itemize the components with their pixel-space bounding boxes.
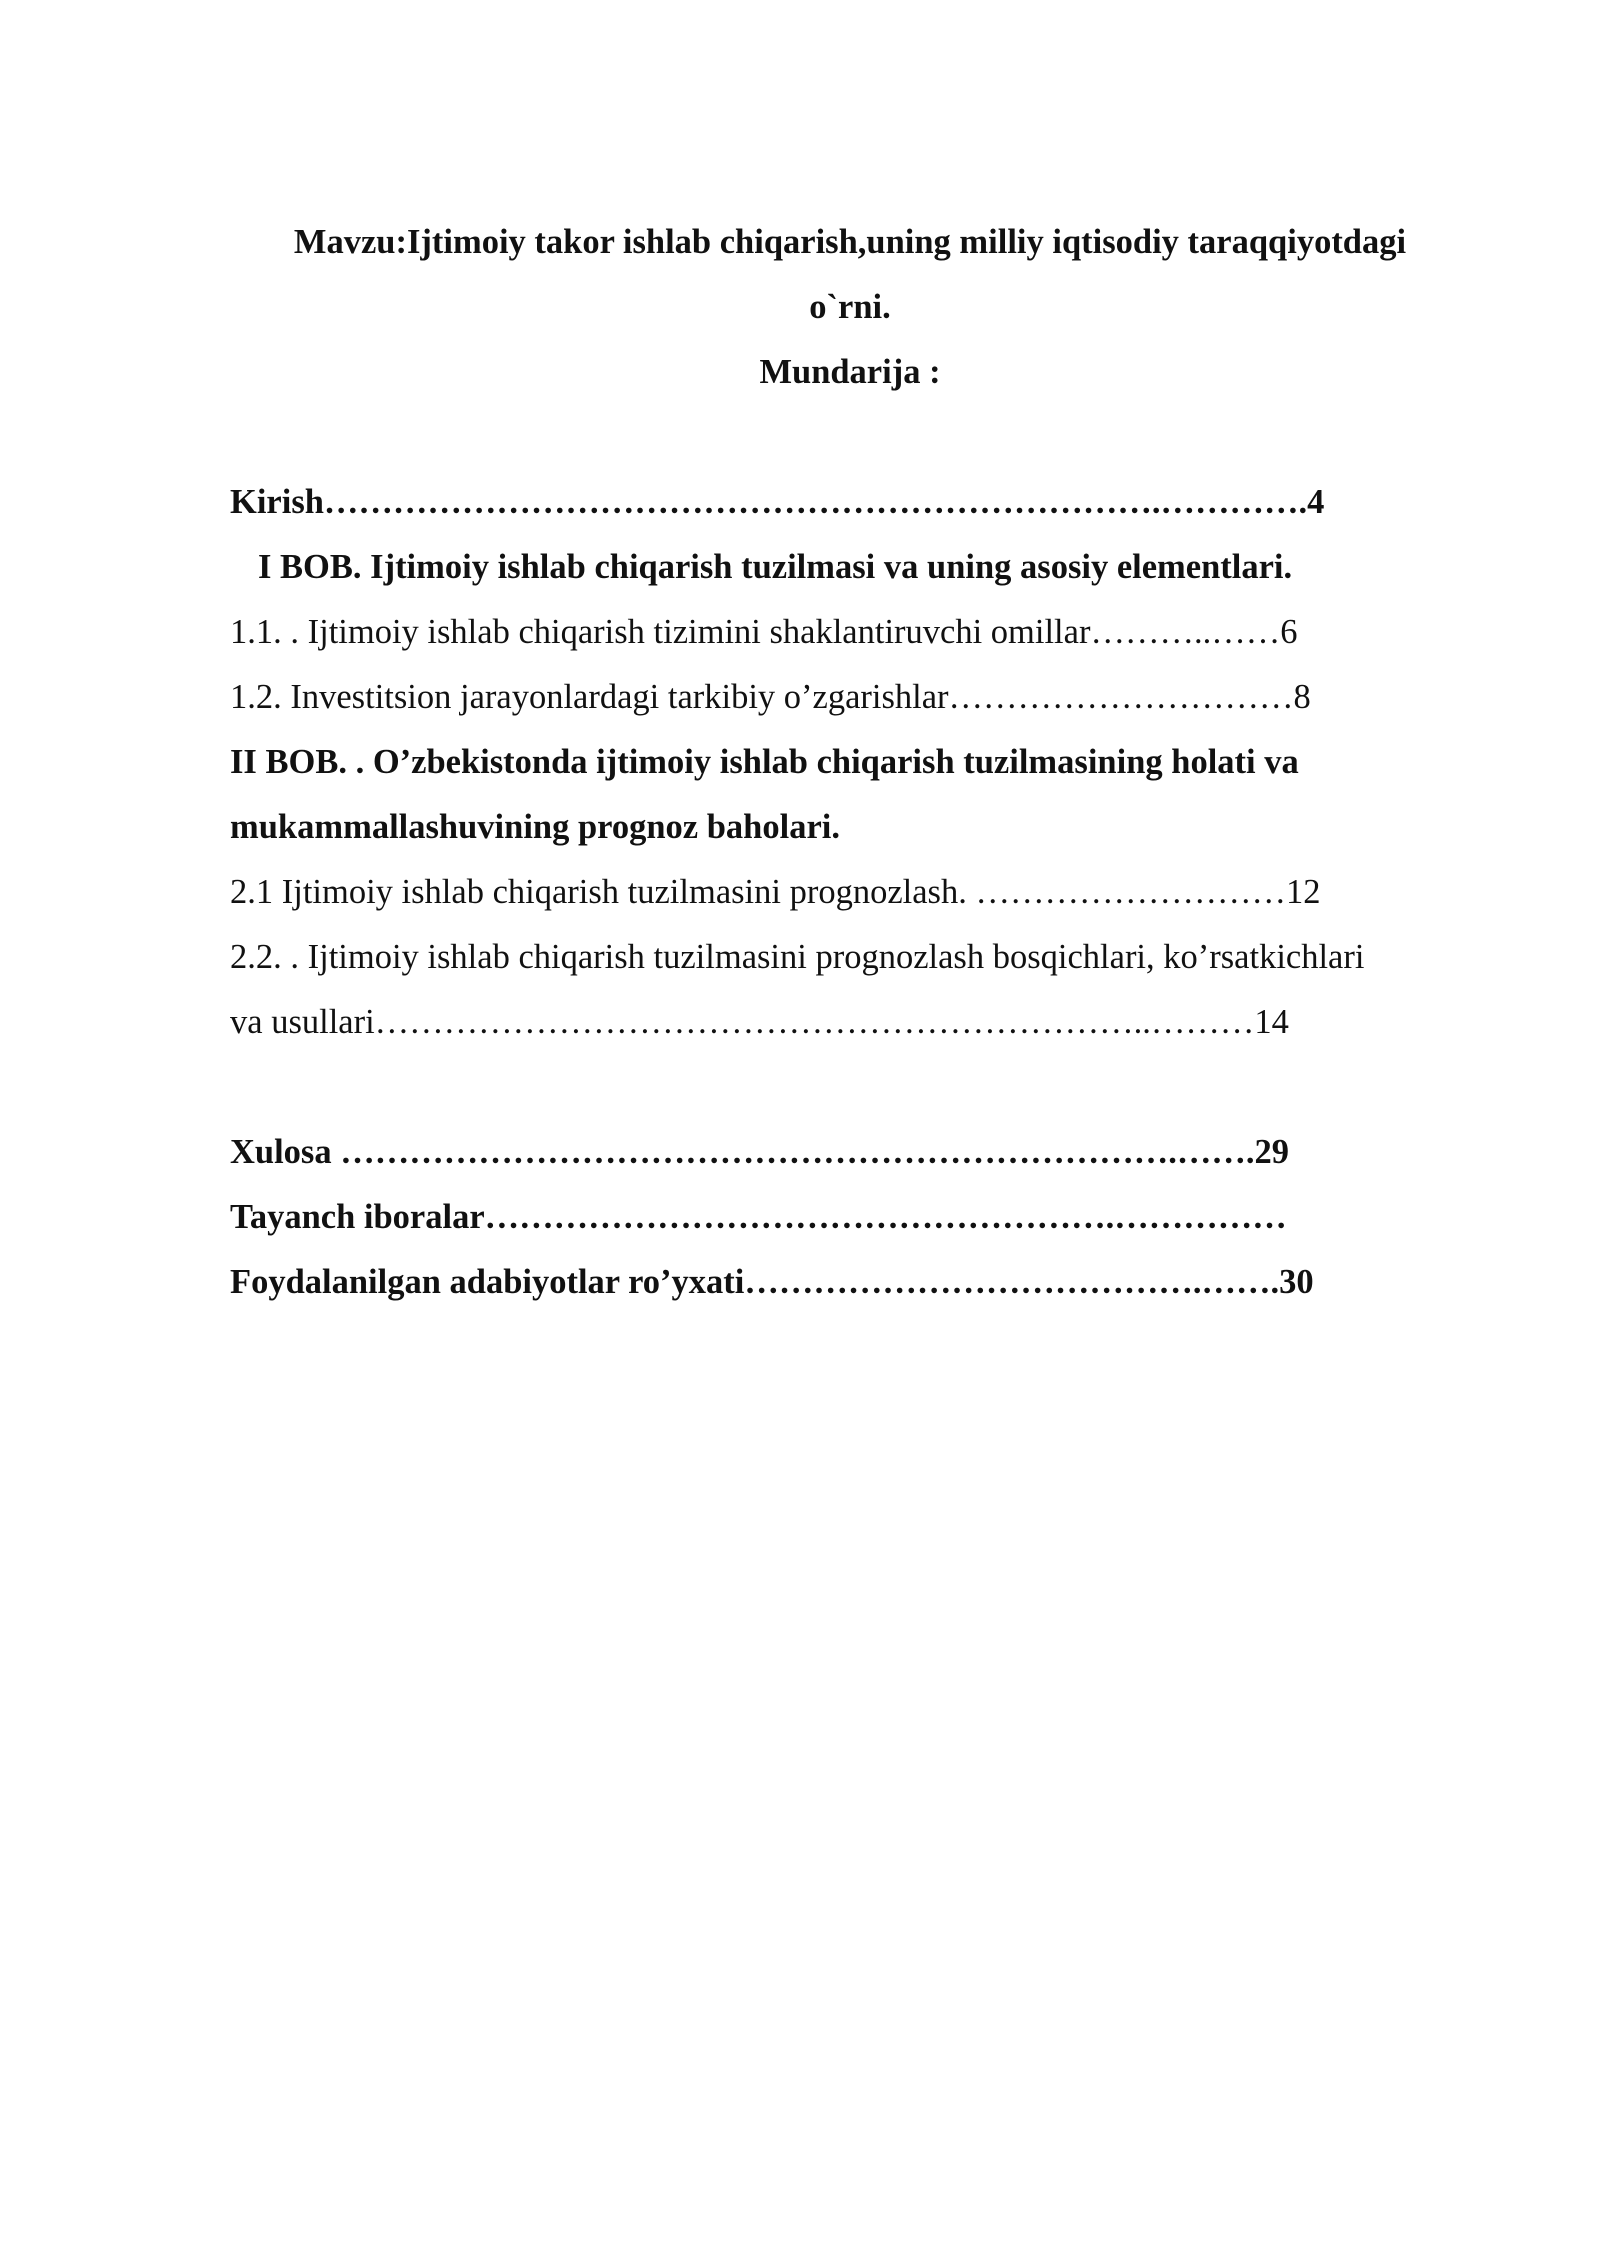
toc-chapter-1-heading: I BOB. Ijtimoiy ishlab chiqarish tuzilmasi va uning asosiy elementlari. [258,548,1293,586]
toc-chapter-2-heading-line-1: II BOB. . O’zbekistonda ijtimoiy ishlab chiqarish tuzilmasining holati va [230,743,1299,781]
toc-entry-kirish: Kirish……………………………………………………………….………….4 [230,483,1325,521]
toc-entry-1-1: 1.1. . Ijtimoiy ishlab chiqarish tizimini shaklantiruvchi omillar………..……6 [230,613,1298,651]
toc-chapter-2-heading-line-2: mukammallashuvining prognoz baholari. [230,808,840,846]
toc-entry-2-2-line-1: 2.2. . Ijtimoiy ishlab chiqarish tuzilmasini prognozlash bosqichlari, ko’rsatkichlari [230,938,1365,976]
toc-entry-1-2: 1.2. Investitsion jarayonlardagi tarkibiy o’zgarishlar…………………………8 [230,678,1311,716]
document-title-line-1: Mavzu:Ijtimoiy takor ishlab chiqarish,uning milliy iqtisodiy taraqqiyotdagi [293,223,1407,261]
toc-entry-xulosa: Xulosa ……………………………………………………………….…….29 [230,1133,1289,1171]
toc-entry-tayanch-iboralar: Tayanch iboralar……………………………………………….…………… [230,1198,1287,1236]
toc-entry-2-1: 2.1 Ijtimoiy ishlab chiqarish tuzilmasini prognozlash. ………………………12 [230,873,1321,911]
toc-entry-adabiyotlar: Foydalanilgan adabiyotlar ro’yxati………………………………….…….30 [230,1263,1314,1301]
document-title-line-2: o`rni. [809,288,891,326]
contents-heading: Mundarija : [759,353,941,391]
toc-entry-2-2-line-2: va usullari…………………………………………………………..………14 [230,1003,1289,1041]
